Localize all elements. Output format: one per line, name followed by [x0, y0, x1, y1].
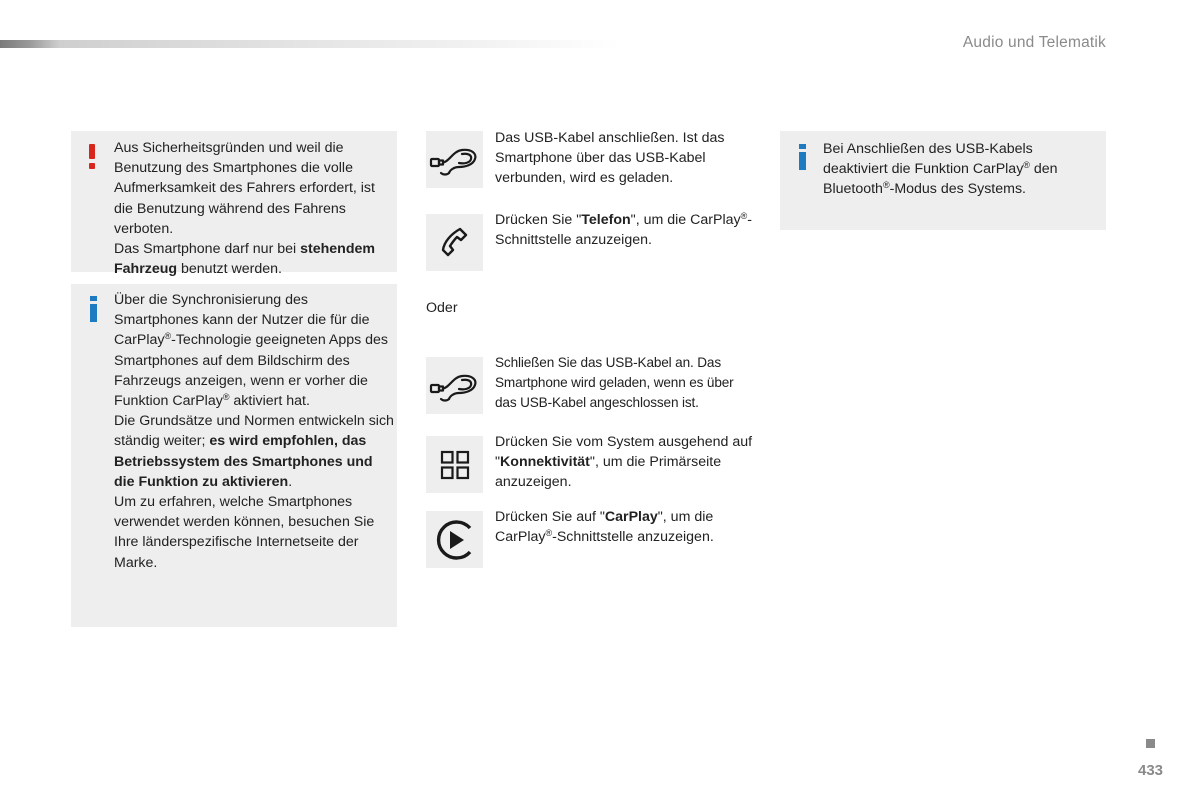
step4-icon-tile: [426, 436, 483, 493]
carplay-play-icon: [433, 518, 477, 562]
info-icon: [799, 144, 806, 170]
info-text: [114, 290, 394, 573]
info-icon: [90, 296, 97, 322]
warning-box: [71, 131, 397, 278]
step3-icon-tile: [426, 357, 483, 414]
info-box-synchronisation: [71, 284, 397, 627]
page-corner-marker: [1146, 739, 1155, 748]
step3-text: Schließen Sie das USB-Kabel an. Das Smartphone wird geladen, wenn es über das USB-Kabel angeschlossen ist.: [495, 355, 734, 411]
step5-text: Drücken Sie auf "CarPlay", um die CarPlay®-Schnittstelle anzuzeigen.: [495, 509, 714, 546]
page-number: 433: [1138, 762, 1164, 779]
section-title: Audio und Telematik: [962, 34, 1106, 51]
bluetooth-info-text: Bei Anschließen des USB-Kabels deaktiviert die Funktion CarPlay® den Bluetooth®-Modus des Systems.: [823, 141, 1058, 198]
step2-text: Drücken Sie "Telefon", um die CarPlay®-Schnittstelle anzuzeigen.: [495, 211, 752, 249]
warning-icon: [88, 144, 96, 169]
step1-text: Das USB-Kabel anschließen. Ist das Smartphone über das USB-Kabel verbunden, wird es geladen.: [495, 130, 725, 187]
usb-cable-icon: [429, 368, 481, 404]
info-box-bluetooth: [780, 131, 1106, 230]
connectivity-grid-icon: [440, 450, 470, 480]
header-gradient-rule: [0, 40, 620, 48]
usb-cable-icon: [429, 142, 481, 178]
warning-paragraph-2: Das Smartphone darf nur bei stehendem Fahrzeug benutzt werden.: [114, 241, 376, 278]
info-paragraph-1: Über die Synchronisierung des Smartphones kann der Nutzer die für die CarPlay®-Technologie geeigneten Apps des Smartphones auf dem Bildschirm des Fahrzeugs anzeigen, wenn er vorher die Funktion CarPlay® aktiviert hat.: [114, 292, 389, 410]
info-paragraph-2: Die Grundsätze und Normen entwickeln sich ständig weiter; es wird empfohlen, das Betriebssystem des Smartphones und die Funktion zu aktivieren.: [114, 413, 394, 490]
step2-icon-tile: [426, 214, 483, 271]
warning-paragraph-1: Aus Sicherheitsgründen und weil die Benutzung des Smartphones die volle Aufmerksamkeit des Fahrers erfordert, ist die Benutzung während des Fahrens verboten.: [114, 140, 375, 237]
step1-icon-tile: [426, 131, 483, 188]
warning-text: [114, 138, 394, 279]
phone-handset-icon: [438, 226, 472, 260]
step4-text: Drücken Sie vom System ausgehend auf "Konnektivität", um die Primärseite anzuzeigen.: [495, 434, 753, 491]
info-paragraph-3: Um zu erfahren, welche Smartphones verwendet werden können, besuchen Sie Ihre länderspezifische Internetseite der Marke.: [114, 494, 375, 571]
step5-icon-tile: [426, 511, 483, 568]
oder-label: Oder: [426, 300, 458, 316]
